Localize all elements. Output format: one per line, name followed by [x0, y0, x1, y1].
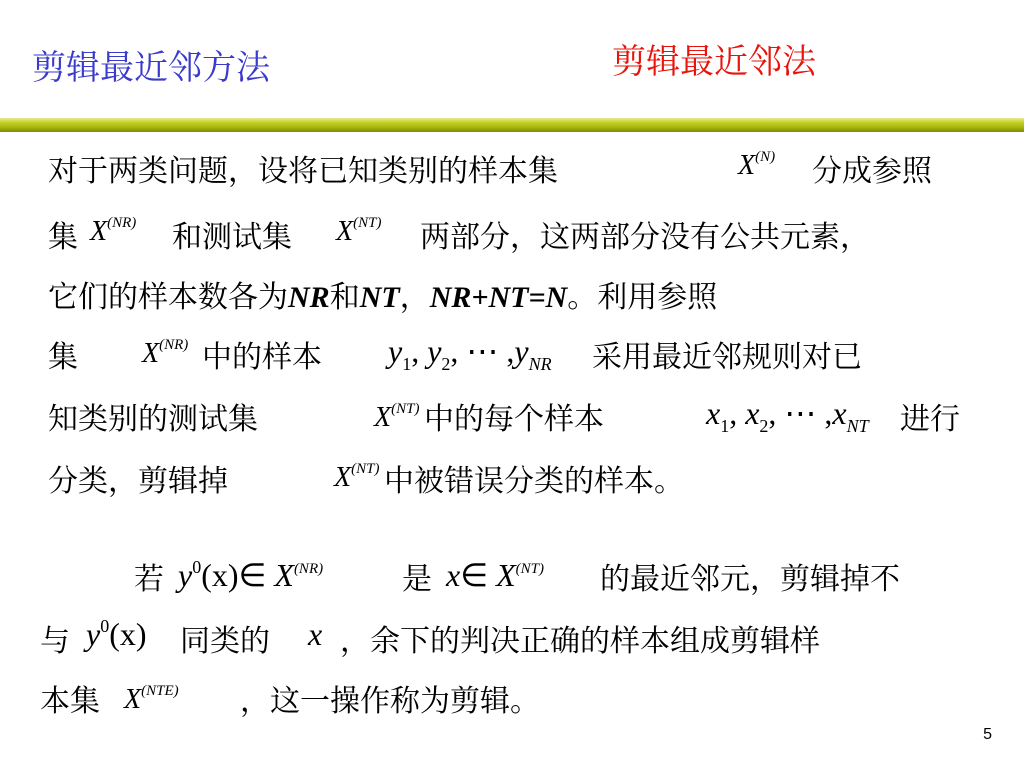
math-x-sequence: $x_1$, $x_2$, ⋯ $,x_{NT}$ — [706, 395, 869, 436]
math-x-in-XNT: x∈ $X^{(NT)}$ — [446, 557, 544, 593]
p1-line1: 对于两类问题，设将已知类别的样本集 — [48, 154, 558, 189]
p2-line1-b: 是 — [402, 562, 432, 597]
p2-line2-c: ，余下的判决正确的样本组成剪辑样 — [340, 624, 820, 659]
math-X-NR-2: $X^{(NR)}$ — [142, 337, 189, 369]
p1-line2-a: 集 — [48, 220, 78, 255]
p1-line6-b: 中被错误分类的样本。 — [384, 464, 684, 499]
page-number: 5 — [983, 726, 992, 743]
slide-title-right: 剪辑最近邻法 — [612, 42, 816, 82]
divider-bar — [0, 118, 1024, 132]
math-X-NTE: $X^{(NTE)}$ — [124, 683, 179, 715]
p1-line4-a: 集 — [48, 340, 78, 375]
p1-line3: 它们的样本数各为NR和NT，NR+NT=N。利用参照 — [48, 280, 718, 315]
p2-line3-b: ，这一操作称为剪辑。 — [240, 684, 540, 719]
math-y-sequence: $y_1$, $y_2$, ⋯ $,y_{NR}$ — [388, 333, 552, 374]
p1-line2-b: 和测试集 — [172, 220, 292, 255]
p2-line3-a: 本集 — [40, 684, 100, 719]
p2-line1-a: 若 — [134, 562, 164, 597]
p2-line2-b: 同类的 — [180, 624, 270, 659]
math-X-NT-2: $X^{(NT)}$ — [374, 401, 420, 433]
math-X-NR: $X^{(NR)}$ — [90, 215, 137, 247]
math-x: x — [308, 616, 323, 652]
p1-line4-c: 采用最近邻规则对已 — [592, 340, 862, 375]
p1-line5-c: 进行 — [900, 402, 960, 437]
p1-line1-tail: 分成参照 — [812, 154, 932, 189]
p2-line1-c: 的最近邻元，剪辑掉不 — [600, 562, 900, 597]
math-X-NT-3: $X^{(NT)}$ — [334, 461, 380, 493]
math-X-NT: $X^{(NT)}$ — [336, 215, 382, 247]
p2-line2-a: 与 — [40, 624, 70, 659]
p1-line6-a: 分类，剪辑掉 — [48, 464, 228, 499]
math-y0x: $y^0(x)$ — [86, 616, 147, 652]
slide-title-left: 剪辑最近邻方法 — [32, 48, 270, 88]
math-y0x-in-XNR: $y^0(x)\in$ $X^{(NR)}$ — [178, 557, 324, 593]
p1-line2-c: 两部分，这两部分没有公共元素， — [420, 220, 870, 255]
math-X-N: $X^{(N)}$ — [738, 149, 776, 181]
p1-line5-b: 中的每个样本 — [424, 402, 604, 437]
p1-line5-a: 知类别的测试集 — [48, 402, 258, 437]
p1-line4-b: 中的样本 — [202, 340, 322, 375]
